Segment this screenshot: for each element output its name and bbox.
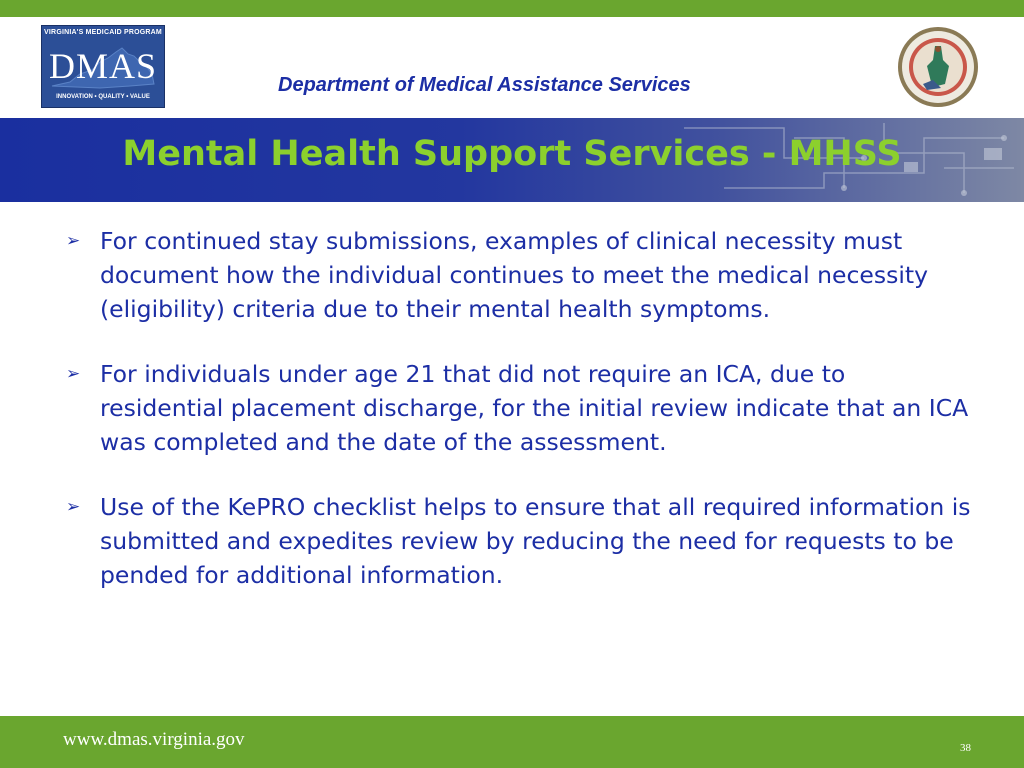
arrow-bullet-icon: ➢ bbox=[66, 231, 81, 251]
logo-main-text: DMAS bbox=[48, 46, 158, 86]
logo-top-text: VIRGINIA'S MEDICAID PROGRAM bbox=[44, 29, 162, 36]
top-green-stripe bbox=[0, 0, 1024, 17]
department-name: Department of Medical Assistance Services bbox=[278, 74, 691, 96]
bullet-item bbox=[66, 357, 971, 459]
footer-bar bbox=[0, 716, 1024, 768]
header bbox=[0, 17, 1024, 118]
dmas-logo bbox=[41, 25, 165, 108]
page-number: 38 bbox=[960, 742, 971, 754]
bullet-item bbox=[66, 224, 971, 326]
arrow-bullet-icon: ➢ bbox=[66, 497, 81, 517]
slide-title: Mental Health Support Services - MHSS bbox=[122, 134, 902, 174]
footer-url[interactable]: www.dmas.virginia.gov bbox=[63, 729, 245, 750]
bullet-item bbox=[66, 490, 971, 592]
bullet-list bbox=[66, 224, 971, 623]
arrow-bullet-icon: ➢ bbox=[66, 364, 81, 384]
title-bar bbox=[0, 118, 1024, 202]
bullet-text: For continued stay submissions, examples of clinical necessity must document how the individual continues to meet the medical necessity (eligibility) criteria due to their mental health symptoms. bbox=[100, 227, 929, 323]
bullet-text: For individuals under age 21 that did not require an ICA, due to residential placement discharge, for the initial review indicate that an ICA was completed and the date of the assessment. bbox=[100, 360, 969, 456]
virginia-state-seal-icon bbox=[897, 26, 979, 108]
bullet-text: Use of the KePRO checklist helps to ensure that all required information is submitted and expedites review by reducing the need for requests to be pended for additional information. bbox=[100, 493, 971, 589]
logo-bottom-text: INNOVATION • QUALITY • VALUE bbox=[56, 94, 150, 100]
